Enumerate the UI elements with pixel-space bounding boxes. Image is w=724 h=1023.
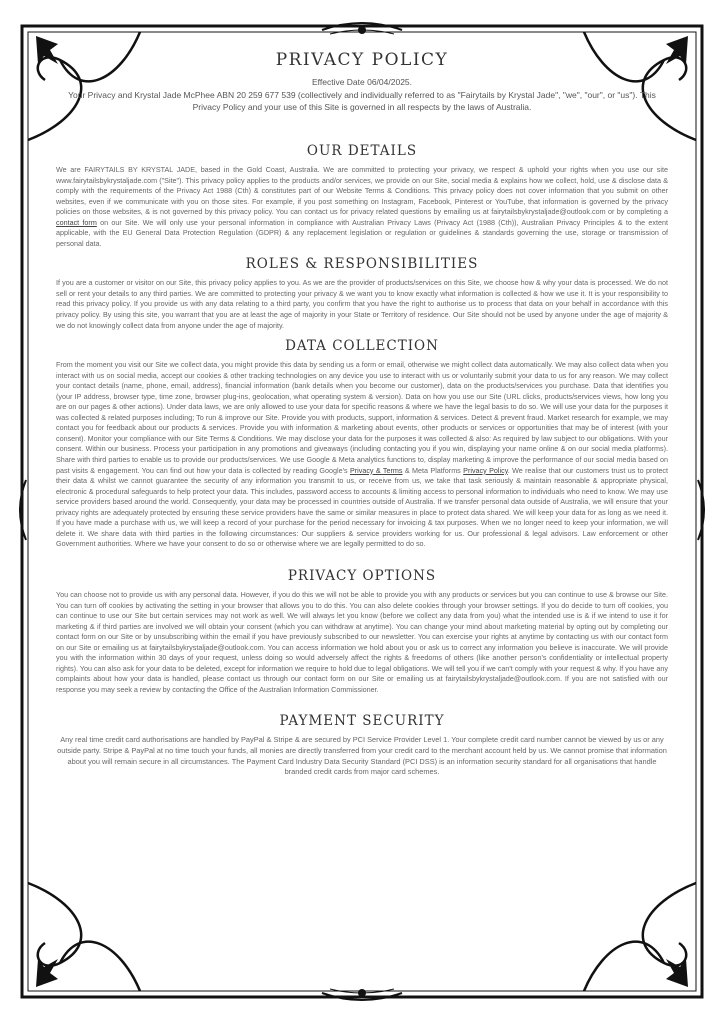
roles-text: If you are a customer or visitor on our Site, this privacy policy applies to you. As we are the provider of products/services on this Site, we choose how & why your data is processed. We do not sell or rent your details to any third parties. We are committed to protecting your privacy & we want you to know exactly what information is collected & how we use it. It is your responsibility to read this privacy policy. If you provide us with any data relating to a third party, you confirm that you have the right to authorise us to process that data on your behalf in accordance with this privacy policy. By using this site, you warrant that you are at least the age of majority in your State or Territory of residence. Our Site should not be used by anyone under the age of majority & we do not knowingly collect data from anyone under the age of majority. (56, 278, 668, 330)
section-heading-data-collection: DATA COLLECTION (285, 338, 439, 355)
intro-block (56, 76, 668, 113)
data-collection-text (56, 360, 668, 550)
data-collection-part-2: & Meta Platforms (404, 465, 461, 475)
page-title: PRIVACY POLICY (275, 50, 449, 70)
data-collection-part-3: . We realise that our customers trust us to protect their data & whilst we cannot guarantee the security of any information you transmit to us, or receive from us, we take that task seriously & maintain reasonable & appropriate physical, electronic & procedural safeguards to help protect your data. This includes, password access to accounts & limiting access to personal information to individuals who need to know. We may use service providers based around the world. Consequently, your data may be processed in countries outside of Australia. If we transfer personal data outside of Australia, we will ensure that your privacy rights are adequately protected by ensuring these service providers have the same or similar measures in place to protect data shared. We will keep your data for as long as we need it. If you have made a purchase with us, we will keep a record of your purchase for the period necessary for invoicing & tax purposes. When we no longer need to keep your information, we will delete it. We share data with third parties in the following circumstances: Our suppliers & service providers working for us. Our professional & legal advisors. Law enforcement or other Government authorities. Where we have your consent to do so or otherwise where we are legally permitted to do so. (56, 465, 669, 549)
data-collection-part-1: From the moment you visit our Site we collect data, you might provide this data by sending us a form or email, otherwise we might collect data automatically. We may also collect data when you interact with us on social media, accept our cookies & other tracking technologies on any device you use to interact with us or voluntarily submit your data to us for any reason. We may collect your contact details (name, phone, email, address), financial information (bank details when you become our customer), data on the products/services you purchase. Data that identifies you (your IP address, browser type, time zone, browser plug-ins, geolocation, what operating system & version). Data on how you use our Site (URL clicks, products/services views, how long you are on our pages & other actions). Under data laws, we are only allowed to use your data for specific reasons & where we have the legal basis to do so. We will use your data for the purposes it was collected & related purposes including; To run & improve our Site. Provide you with products, support, information & services. Detect & prevent fraud. Market research for example, we may contact you for feedback about our products & services. Provide you with information & marketing about events, other products or services or opportunities that may be of interest (with your consent). Monitor your compliance with our Site Terms & Conditions. We may disclose your data for the purposes it was collected & also: As required by law subject to our obligations. With your consent. Within our business. Process your participation in any promotions and giveaways (including contacting you if you win, displaying your name online & on our social media platforms). Share with third parties to enable us to provide our products/services. We use Google & Meta analytics functions to, display marketing & improve the performance of our social media based on past visits & engagement. You can find out how your data is collected by reading Google's (56, 360, 668, 475)
privacy-policy-document (56, 50, 668, 970)
our-details-part-1: We are FAIRYTAILS BY KRYSTAL JADE, based in the Gold Coast, Australia. We are committed to protecting your privacy, we respect & uphold your rights when you use our site www.fairytailsbykrystaljade.com ("Site"). This privacy policy applies to the products and/or services, we provide on our Site, social media & explains how we collect, hold, use & disclose data & comply with the requirements of the Privacy Act 1988 (Cth) & constitutes part of our Website Terms & Conditions. This privacy policy does not cover information that you submit on other websites, even if we communicate with you on those sites. For example, if you post something on Instagram, Facebook, Pinterest or YouTube, that information is governed by the privacy policies on those websites, & is not governed by this privacy policy. You can contact us for privacy related questions by emailing us at fairytailsbykrystaljade@outlook.com or by completing a (56, 165, 668, 217)
section-heading-privacy-options: PRIVACY OPTIONS (287, 567, 437, 584)
section-heading-payment-security: PAYMENT SECURITY (279, 713, 445, 730)
payment-security-section (56, 713, 668, 777)
section-heading-our-details: OUR DETAILS (306, 143, 418, 159)
our-details-text (56, 165, 668, 249)
section-heading-roles: ROLES & RESPONSIBILITIES (245, 256, 479, 273)
privacy-options-text: You can choose not to provide us with any personal data. However, if you do this we will not be able to provide you with any products or services but you can continue to use & browse our Site. You can turn off cookies by activating the setting in your browser that allows you to do this. You can also delete cookies through your browser settings. If you do decide to turn off cookies, you can continue to use our Site but certain services may not work as well. We will always let you know (before we collect any data from you) what the intended use is & if we intend to use it for marketing & if third parties are involved we will obtain your consent (which you can withdraw at anytime). You can change your mind about marketing material by opting out by completing our contact form on our Site or by unsubscribing within the email if you have previously subscribed to our newsletter. You can exercise your rights at anytime by contacting us with our contact form on our Site or emailing us at fairytailsbykrystaljade@outlook.com. You can access information we hold about you or ask us to correct any information you believe is inaccurate. We will provide you with the information within 30 days of your request, unless doing so would adversely affect the rights & freedoms of others (like another person's confidentiality or intellectual property rights). You can also ask for your data to be deleted, except for information we require to hold due to legal obligations. We will tell you if we can't comply with your request & why. If you have any complaints about how your data is handled, please contact us through our contact form on our Site or emailing us at fairytailsbykrystaljade@outlook.com. If you are not satisfied with our response you may seek a review by contacting the Office of the Australian Information Commissioner. (56, 589, 668, 694)
payment-security-text: Any real time credit card authorisations are handled by PayPal & Stripe & are secured by PCI Service Provider Level 1. Your complete credit card number cannot be viewed by us or any outside party. Stripe & PayPal at no time touch your funds, all monies are directly transferred from your credit card to the merchant account held by us. We cannot promise that information about you will remain secure in all circumstances. The Payment Card Industry Data Security Standard (PCI DSS) is an information security standard for all organisations that handle branded credit cards from major card schemes. (57, 735, 667, 777)
intro-text: Your Privacy and Krystal Jade McPhee ABN 20 259 677 539 (collectively and individually referred to as "Fairytails by Krystal Jade", "we", "our", or "us"). This Privacy Policy and your use of this Site is governed in all respects by the laws of Australia. (68, 90, 656, 112)
meta-privacy-policy-link[interactable]: Privacy Policy (463, 465, 508, 475)
our-details-part-2: on our Site. We will only use your personal information in compliance with Australian Privacy Laws (Privacy Act (1988 (Cth)), Australian Privacy Principles & to the extent applicable, with the EU General Data Protection Regulation (GDPR) & any replacement legislation or regulation or guidelines & standards governing the use, storage or transmission of personal data. (56, 217, 669, 248)
effective-date: Effective Date 06/04/2025. (311, 77, 413, 87)
google-privacy-terms-link[interactable]: Privacy & Terms (349, 465, 403, 475)
contact-form-link[interactable]: contact form (56, 217, 97, 227)
